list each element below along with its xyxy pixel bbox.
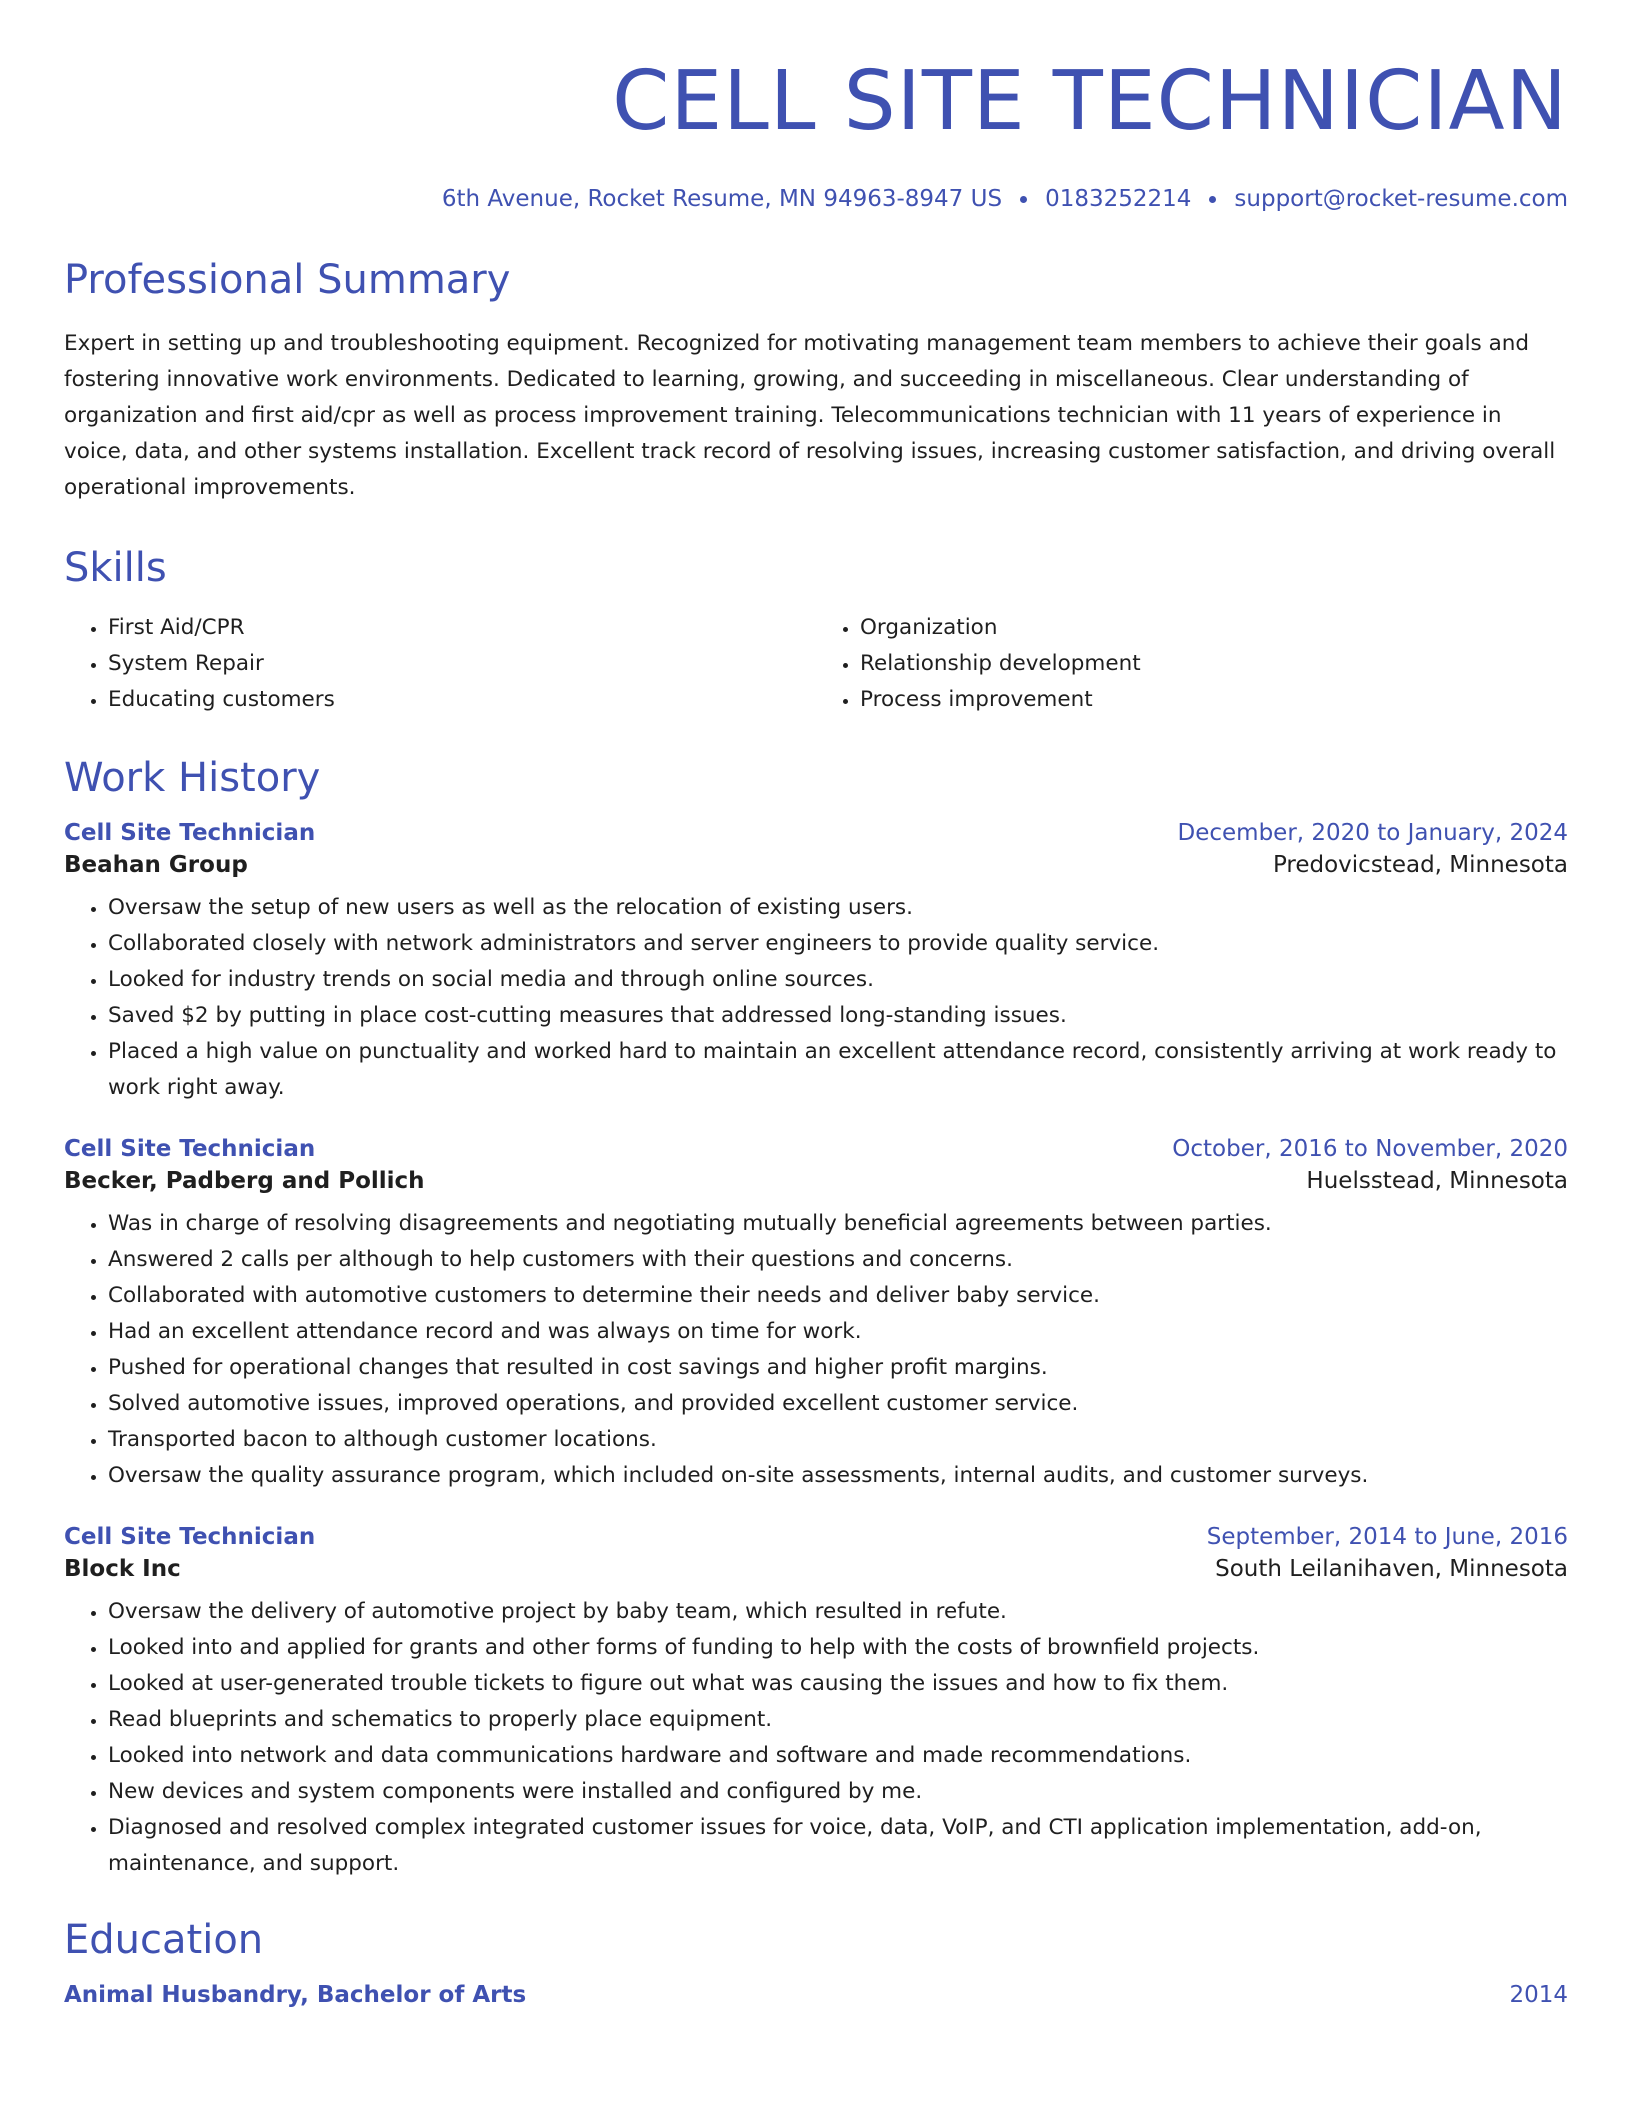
- job-company: Becker, Padberg and Pollich: [64, 1168, 425, 1194]
- skill-item: • System Repair: [108, 646, 816, 682]
- skills-columns: [64, 610, 1568, 718]
- job-location: Huelsstead, Minnesota: [1306, 1168, 1568, 1194]
- education-year: 2014: [1509, 1982, 1568, 2008]
- separator-dot: [1209, 196, 1216, 203]
- summary-section: [64, 252, 1568, 506]
- education-heading: Education: [64, 1917, 264, 1963]
- job-bullet: • Solved automotive issues, improved operations, and provided excellent customer service.: [108, 1386, 1568, 1422]
- job-dates: September, 2014 to June, 2016: [1206, 1524, 1568, 1550]
- summary-text: Expert in setting up and troubleshooting equipment. Recognized for motivating management team members to achieve their goals and fostering innovative work environments. Dedicated to learning, growing, and succeeding in miscellaneous. Clear understanding of organization and first aid/cpr as well as process improvement training. Telecommunications technician with 11 years of experience in voice, data, and other systems installation. Excellent track record of resolving issues, increasing customer satisfaction, and driving overall operational improvements.: [64, 331, 1556, 500]
- job-subheader: [64, 1168, 1568, 1194]
- skills-heading: Skills: [64, 545, 167, 591]
- education-degree: Animal Husbandry, Bachelor of Arts: [64, 1982, 527, 2008]
- skill-item: • First Aid/CPR: [108, 610, 816, 646]
- job-title: Cell Site Technician: [64, 1524, 316, 1550]
- skill-item: • Organization: [860, 610, 1568, 646]
- education-entry: [64, 1982, 1568, 2008]
- job-bullet: • Oversaw the quality assurance program, which included on-site assessments, internal audits, and customer surveys.: [108, 1458, 1568, 1494]
- job-dates: October, 2016 to November, 2020: [1172, 1136, 1568, 1162]
- job-header: [64, 1524, 1568, 1550]
- job-bullet: • Read blueprints and schematics to properly place equipment.: [108, 1702, 1568, 1738]
- job-company: Beahan Group: [64, 852, 248, 878]
- job-bullet: • Placed a high value on punctuality and worked hard to maintain an excellent attendance record, consistently arriving at work ready to work right away.: [108, 1034, 1568, 1106]
- contact-email: support@rocket-resume.com: [1234, 186, 1568, 212]
- job-bullet: • Transported bacon to although customer locations.: [108, 1422, 1568, 1458]
- job-bullet: • New devices and system components were installed and configured by me.: [108, 1774, 1568, 1810]
- job-bullet: • Looked into network and data communications hardware and software and made recommendations.: [108, 1738, 1568, 1774]
- job-location: South Leilanihaven, Minnesota: [1215, 1556, 1568, 1582]
- skill-item: • Process improvement: [860, 682, 1568, 718]
- summary-heading: Professional Summary: [64, 257, 511, 303]
- job-subheader: [64, 852, 1568, 878]
- job-bullet: • Looked at user-generated trouble tickets to figure out what was causing the issues and how to fix them.: [108, 1666, 1568, 1702]
- job-header: [64, 820, 1568, 846]
- job-subheader: [64, 1556, 1568, 1582]
- skill-item: • Relationship development: [860, 646, 1568, 682]
- job-dates: December, 2020 to January, 2024: [1177, 820, 1568, 846]
- skills-list-right: [816, 610, 1568, 718]
- job-title: Cell Site Technician: [64, 820, 316, 846]
- job-bullet: • Oversaw the setup of new users as well as the relocation of existing users.: [108, 890, 1568, 926]
- contact-line: [64, 182, 1568, 216]
- job-entry: [64, 1136, 1568, 1494]
- job-header: [64, 1136, 1568, 1162]
- job-bullets: [64, 890, 1568, 1106]
- contact-phone: 0183252214: [1045, 186, 1192, 212]
- job-bullet: • Pushed for operational changes that resulted in cost savings and higher profit margins.: [108, 1350, 1568, 1386]
- skills-list-left: [64, 610, 816, 718]
- skill-item: • Educating customers: [108, 682, 816, 718]
- job-bullet: • Saved $2 by putting in place cost-cutting measures that addressed long-standing issues.: [108, 998, 1568, 1034]
- job-bullet: • Looked into and applied for grants and other forms of funding to help with the costs of brownfield projects.: [108, 1630, 1568, 1666]
- job-company: Block Inc: [64, 1556, 181, 1582]
- job-bullet: • Had an excellent attendance record and was always on time for work.: [108, 1314, 1568, 1350]
- job-entry: [64, 820, 1568, 1106]
- job-bullet: • Collaborated with automotive customers to determine their needs and deliver baby service.: [108, 1278, 1568, 1314]
- job-bullets: [64, 1594, 1568, 1882]
- job-bullet: • Was in charge of resolving disagreements and negotiating mutually beneficial agreements between parties.: [108, 1206, 1568, 1242]
- skills-section: [64, 540, 1568, 718]
- job-bullet: • Looked for industry trends on social media and through online sources.: [108, 962, 1568, 998]
- job-title: Cell Site Technician: [64, 1136, 316, 1162]
- work-history-section: [64, 750, 1568, 1882]
- job-entry: [64, 1524, 1568, 1882]
- job-bullet: • Collaborated closely with network administrators and server engineers to provide quality service.: [108, 926, 1568, 962]
- education-section: [64, 1912, 1568, 2008]
- job-bullet: • Diagnosed and resolved complex integrated customer issues for voice, data, VoIP, and CTI application implementation, add-on, maintenance, and support.: [108, 1810, 1568, 1882]
- resume-name: CELL SITE TECHNICIAN: [612, 54, 1568, 149]
- work-history-heading: Work History: [64, 755, 321, 801]
- job-location: Predovicstead, Minnesota: [1272, 852, 1568, 878]
- separator-dot: [1020, 196, 1027, 203]
- job-bullets: [64, 1206, 1568, 1494]
- contact-address: 6th Avenue, Rocket Resume, MN 94963-8947 US: [441, 186, 1003, 212]
- job-bullet: • Answered 2 calls per although to help customers with their questions and concerns.: [108, 1242, 1568, 1278]
- job-bullet: • Oversaw the delivery of automotive project by baby team, which resulted in refute.: [108, 1594, 1568, 1630]
